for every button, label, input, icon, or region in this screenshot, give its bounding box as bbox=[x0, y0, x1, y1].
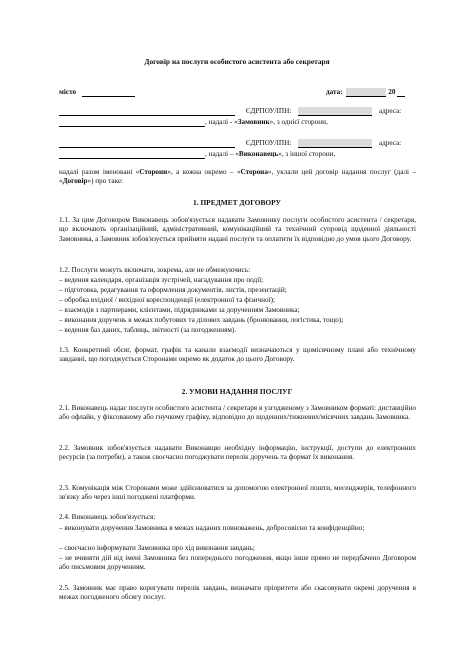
date-field[interactable] bbox=[346, 88, 386, 97]
contractor-edrpou-field[interactable] bbox=[298, 139, 372, 148]
clause-2-4-item: – виконувати доручення Замовника в межах наданих повноважень, добросовісно та конфіденційно; bbox=[59, 524, 365, 532]
clause-2-4-item: – своєчасно інформувати Замовника про хід виконання завдань; bbox=[59, 544, 255, 552]
customer-row-2 bbox=[59, 118, 328, 127]
contractor-row-2 bbox=[59, 150, 335, 159]
contractor-tail-post: », з іншої сторони, bbox=[278, 150, 336, 158]
intro-text-2: », а кожна окремо – « bbox=[167, 168, 241, 176]
customer-address-label: адреса: bbox=[378, 107, 402, 115]
contractor-address-label: адреса: bbox=[378, 139, 402, 147]
contractor-edrpou-label: ЄДРПОУ/ІПН: bbox=[245, 139, 292, 147]
clause-2-4: 2.4. Виконавець зобов'язується: bbox=[59, 513, 156, 521]
clause-2-3: 2.3. Комунікація між Сторонами може здійснюватися за допомогою електронної пошти, месенджерів, телефонного зв'язку або через інші погоджені платформи. bbox=[59, 484, 416, 502]
clause-2-2: 2.2. Замовник зобов'язується надавати Виконавцю необхідну інформацію, інструкції, доступи до електронних ресурсів (за потреби), а також своєчасно погоджувати перелік доручень та формат їх виконання. bbox=[59, 444, 416, 462]
customer-address-field[interactable] bbox=[59, 118, 205, 127]
clause-1-2-item: – підготовка, редагування та оформлення документів, листів, презентацій; bbox=[59, 286, 287, 294]
customer-edrpou-field[interactable] bbox=[298, 107, 372, 116]
customer-name-field[interactable] bbox=[59, 107, 235, 116]
clause-1-2-item: – обробка вхідної / вихідної кореспонденції (електронної та фізичної); bbox=[59, 296, 275, 304]
customer-row-1 bbox=[59, 107, 401, 116]
contractor-address-field[interactable] bbox=[59, 150, 205, 159]
clause-2-1: 2.1. Виконавець надає послуги особистого асистента / секретаря в узгодженому з Замовником форматі: дистанційно або офлайн, у фіксованому або гнучкому графіку, відповідно до щоденних/тижневих/місячних завдань Замовника. bbox=[59, 404, 416, 422]
clause-1-2-item: – ведення баз даних, таблиць, звітності (за погодженням). bbox=[59, 326, 237, 334]
intro-text-3: », уклали цей договір надання послуг (далі – « bbox=[59, 168, 416, 186]
contractor-row-1 bbox=[59, 139, 401, 148]
document-title: Договір на послуги особистого асистента або секретаря bbox=[144, 57, 330, 66]
date-year: 20 bbox=[388, 88, 396, 96]
clause-1-2-item: – ведення календаря, організація зустрічей, нагадування про події; bbox=[59, 276, 264, 284]
date-row bbox=[326, 88, 405, 97]
place-row bbox=[59, 88, 135, 97]
intro-term-side: Сторона bbox=[240, 168, 268, 176]
section2-heading: 2. УМОВИ НАДАННЯ ПОСЛУГ bbox=[181, 387, 293, 396]
clause-1-2: 1.2. Послуги можуть включати, зокрема, але не обмежуючись: bbox=[59, 266, 251, 274]
intro-text-4: ») про таке: bbox=[87, 177, 124, 186]
clause-2-5: 2.5. Замовник має право коригувати перелік завдань, визначати пріоритети або скасовувати окремі доручення в межах погодженого обсягу послуг. bbox=[59, 584, 416, 602]
clause-1-2-item: – виконання доручень в межах побутових та ділових завдань (бронювання, логістика, тощо); bbox=[59, 316, 344, 324]
contractor-role: Виконавець bbox=[238, 150, 279, 158]
contractor-name-field[interactable] bbox=[59, 139, 235, 148]
customer-tail-post: », з однієї сторони, bbox=[269, 118, 328, 126]
place-field[interactable] bbox=[82, 88, 135, 97]
contractor-tail-pre: , надалі – « bbox=[205, 150, 239, 158]
date-label: дата: bbox=[326, 88, 343, 96]
place-label: місто bbox=[59, 88, 77, 96]
intro-term-contract: Договір bbox=[62, 177, 88, 186]
customer-role: Замовник bbox=[237, 118, 270, 126]
customer-edrpou-label: ЄДРПОУ/ІПН: bbox=[245, 107, 292, 115]
year-field[interactable] bbox=[397, 88, 405, 97]
section1-heading: 1. ПРЕДМЕТ ДОГОВОРУ bbox=[193, 198, 281, 207]
clause-2-4-item: – не вчиняти дій від імені Замовника без попереднього погодження, якщо інше прямо не передбачено Договором або письмовим дорученням. bbox=[59, 554, 416, 572]
customer-tail-pre: , надалі - « bbox=[205, 118, 238, 126]
intro-paragraph bbox=[59, 168, 416, 187]
clause-1-2-item: – взаємодія з партнерами, клієнтами, підрядниками за дорученням Замовника; bbox=[59, 306, 300, 314]
intro-term-sides: Сторони bbox=[139, 168, 168, 176]
clause-1-3: 1.3. Конкретний обсяг, формат, графік та канали взаємодії визначаються у щомісячному плані або технічному завданні, що погоджується Сторонами окремо як додаток до цього Договору. bbox=[59, 346, 416, 364]
intro-text-1: надалі разом іменовані « bbox=[59, 168, 140, 176]
clause-1-1: 1.1. За цим Договором Виконавець зобов'язується надавати Замовнику послуги особистого асистента / секретаря, що включають організаційний, адміністративний, комунікаційний та технічний супровід щоденної діяльності Замовника, а Замовник зобов'язується прийняти надані послуги та оплатити їх відповідно до умов цього Договору. bbox=[59, 216, 416, 243]
